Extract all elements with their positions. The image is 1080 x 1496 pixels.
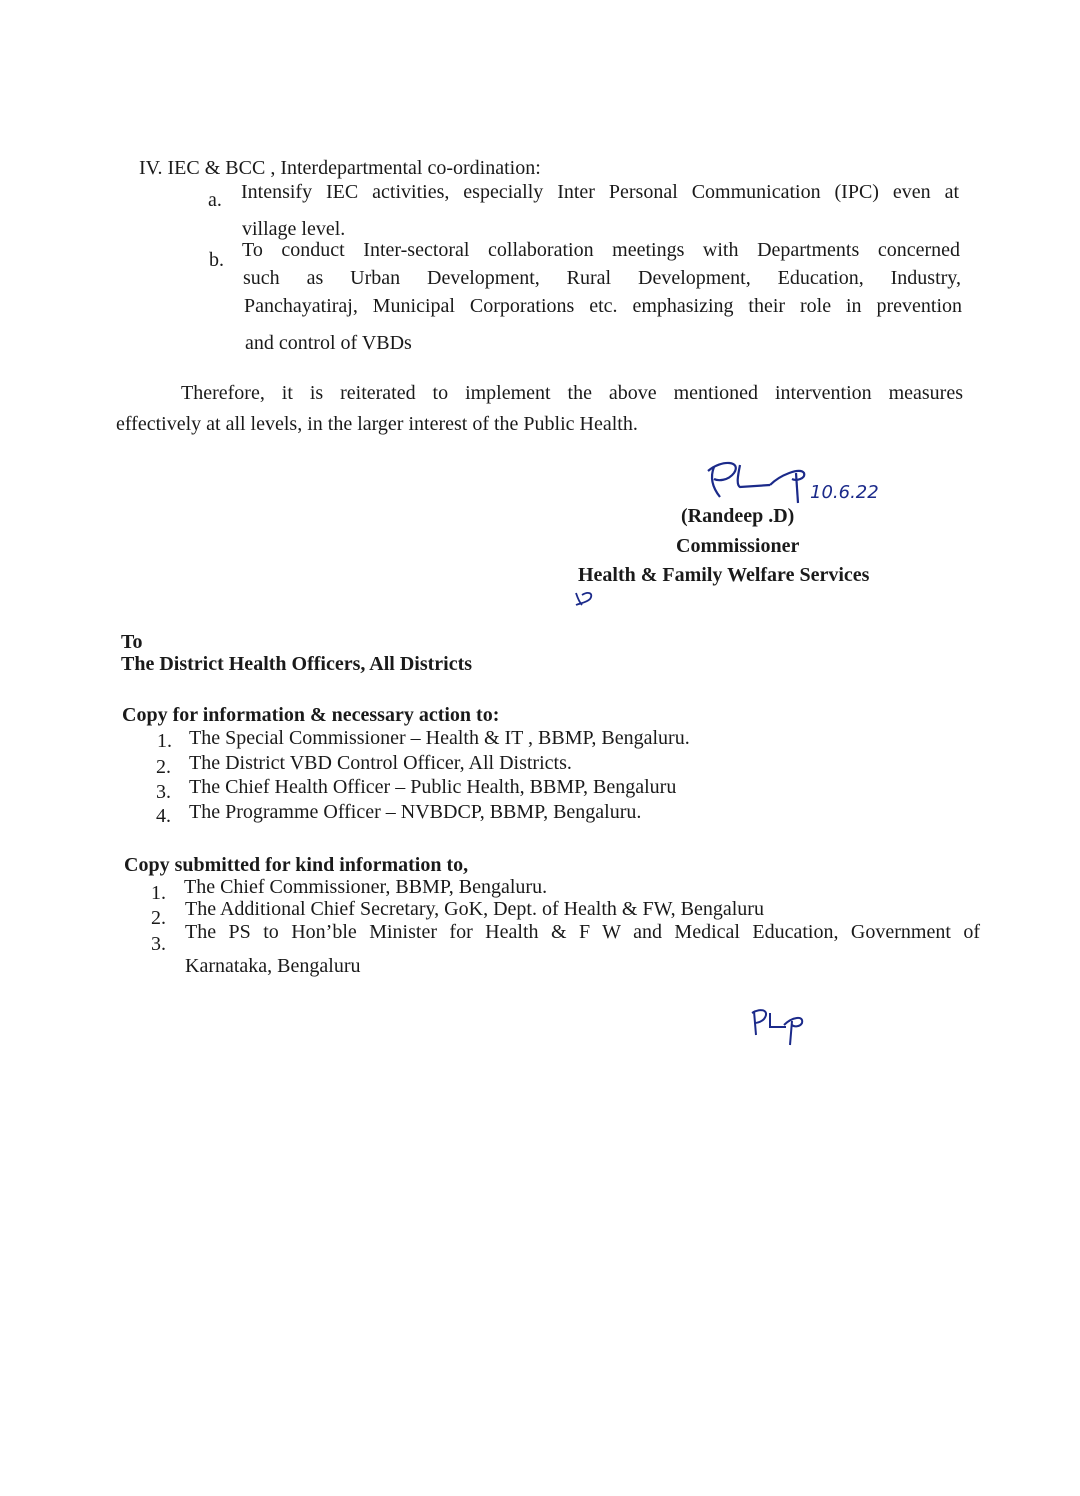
copy-action-item-4: The Programme Officer – NVBDCP, BBMP, Bengaluru. bbox=[189, 801, 642, 823]
copy-action-num-4: 4. bbox=[156, 805, 171, 827]
signatory-department: Health & Family Welfare Services bbox=[578, 564, 870, 586]
item-a-marker: a. bbox=[208, 189, 222, 211]
copy-submitted-num-2: 2. bbox=[151, 907, 166, 929]
section-iv-heading: IV. IEC & BCC , Interdepartmental co-ordination: bbox=[139, 157, 541, 179]
copy-submitted-item-2: The Additional Chief Secretary, GoK, Dept. of Health & FW, Bengaluru bbox=[185, 898, 764, 920]
item-b-line-2: such as Urban Development, Rural Development, Education, Industry, bbox=[243, 267, 961, 289]
copy-action-item-1: The Special Commissioner – Health & IT , BBMP, Bengaluru. bbox=[189, 727, 690, 749]
to-label: To bbox=[121, 631, 143, 653]
copy-submitted-item-3-line-2: Karnataka, Bengaluru bbox=[185, 955, 361, 977]
copy-submitted-item-1: The Chief Commissioner, BBMP, Bengaluru. bbox=[184, 876, 548, 898]
copy-submitted-num-1: 1. bbox=[151, 882, 166, 904]
item-b-line-1: To conduct Inter-sectoral collaboration meetings with Departments concerned bbox=[242, 239, 960, 261]
copy-action-item-2: The District VBD Control Officer, All Districts. bbox=[189, 752, 572, 774]
copy-action-num-1: 1. bbox=[157, 730, 172, 752]
bottom-initials bbox=[748, 1005, 808, 1047]
copy-action-heading: Copy for information & necessary action to: bbox=[122, 704, 500, 726]
conclusion-line-2: effectively at all levels, in the larger interest of the Public Health. bbox=[116, 413, 638, 435]
copy-submitted-heading: Copy submitted for kind information to, bbox=[124, 854, 469, 876]
signatory-name: (Randeep .D) bbox=[681, 505, 795, 527]
signature-image bbox=[700, 455, 810, 505]
signature-date: 10.6.22 bbox=[810, 482, 879, 503]
initials-mark bbox=[572, 589, 598, 609]
item-a-line-1: Intensify IEC activities, especially Inter Personal Communication (IPC) even at bbox=[241, 181, 959, 203]
signatory-designation: Commissioner bbox=[676, 535, 800, 557]
item-a-line-2: village level. bbox=[242, 218, 346, 240]
item-b-marker: b. bbox=[209, 249, 224, 271]
item-b-line-4: and control of VBDs bbox=[245, 332, 412, 354]
copy-action-num-2: 2. bbox=[156, 756, 171, 778]
copy-submitted-num-3: 3. bbox=[151, 933, 166, 955]
conclusion-line-1: Therefore, it is reiterated to implement the above mentioned intervention measures bbox=[181, 382, 963, 404]
recipient: The District Health Officers, All Districts bbox=[121, 653, 473, 675]
item-b-line-3: Panchayatiraj, Municipal Corporations etc. emphasizing their role in prevention bbox=[244, 295, 962, 317]
copy-action-item-3: The Chief Health Officer – Public Health, BBMP, Bengaluru bbox=[189, 776, 677, 798]
copy-action-num-3: 3. bbox=[156, 781, 171, 803]
copy-submitted-item-3-line-1: The PS to Hon’ble Minister for Health & F W and Medical Education, Government of bbox=[185, 921, 980, 943]
